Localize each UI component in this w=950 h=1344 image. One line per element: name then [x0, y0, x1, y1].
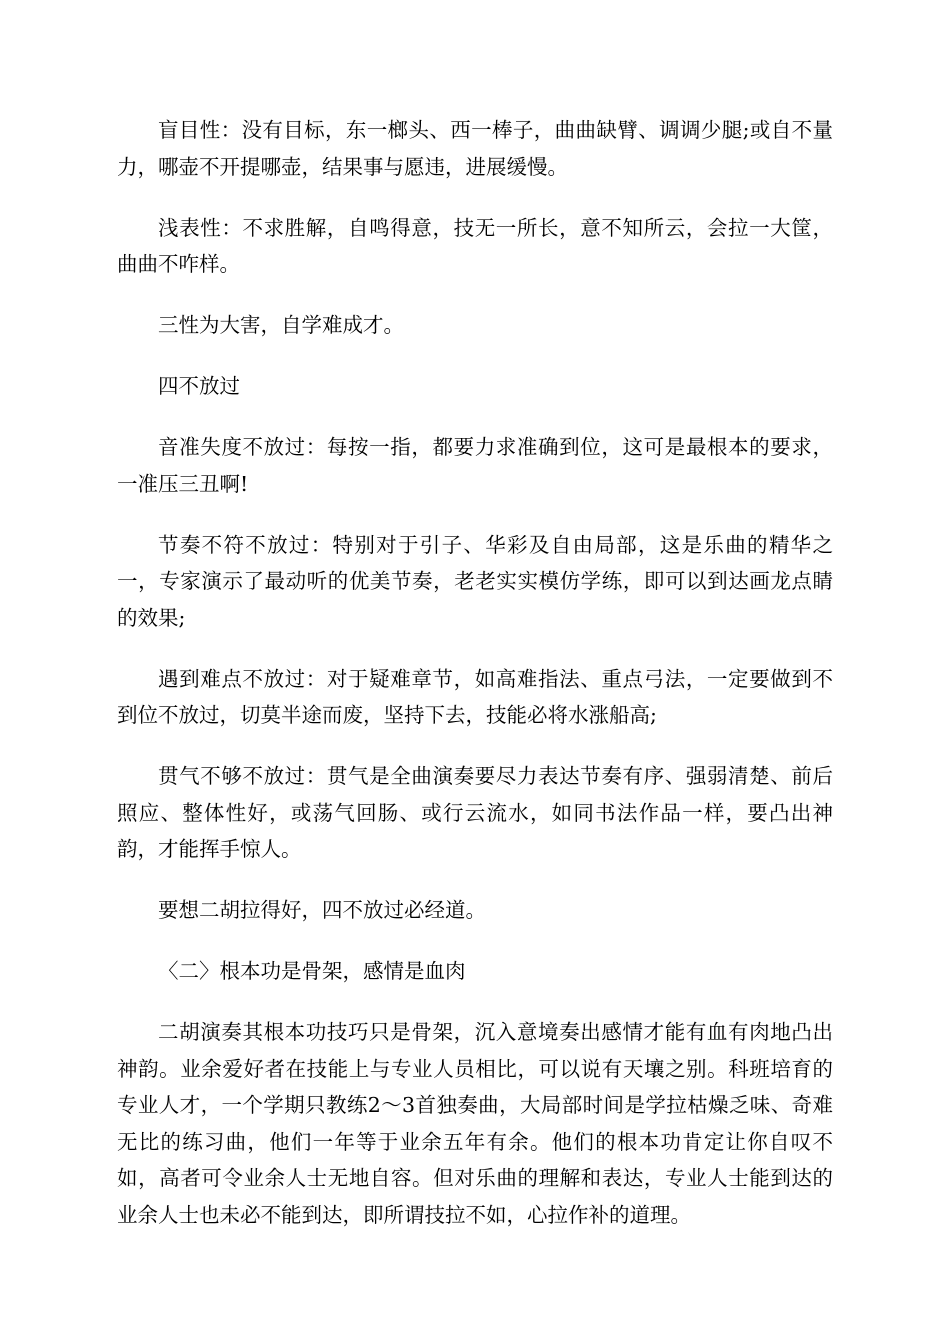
- section-heading-four-rules: 四不放过: [158, 374, 240, 398]
- paragraph-summary: 要想二胡拉得好，四不放过必经道。: [158, 898, 486, 922]
- paragraph-coherence: 贯气不够不放过：贯气是全曲演奏要尽力表达节奏有序、强弱清楚、前后照应、整体性好，或荡气回肠、或行云流水，如同书法作品一样，要凸出神韵，才能挥手惊人。: [117, 764, 833, 861]
- paragraph-blindness: 盲目性：没有目标，东一榔头、西一棒子，曲曲缺臂、调调少腿;或自不量力，哪壶不开提哪壶，结果事与愿违，进展缓慢。: [117, 118, 833, 179]
- paragraph-fundamentals: 二胡演奏其根本功技巧只是骨架，沉入意境奏出感情才能有血有肉地凸出神韵。业余爱好者在技能上与专业人员相比，可以说有天壤之别。科班培育的专业人才，一个学期只教练2～3首独奏曲，大局部时间是学拉枯燥乏味、奇难无比的练习曲，他们一年等于业余五年有余。他们的根本功肯定让你自叹不如，高者可令业余人士无地自容。但对乐曲的理解和表达，专业人士能到达的业余人士也未必不能到达，即所谓技拉不如，心拉作补的道理。: [117, 1020, 833, 1227]
- document-body: [117, 112, 833, 1258]
- paragraph-intonation: 音准失度不放过：每按一指，都要力求准确到位，这可是最根本的要求，一准压三丑啊!: [117, 435, 833, 496]
- paragraph-difficulties: 遇到难点不放过：对于疑难章节，如高难指法、重点弓法，一定要做到不到位不放过，切莫半途而废，坚持下去，技能必将水涨船高;: [117, 666, 833, 727]
- paragraph-rhythm: 节奏不符不放过：特别对于引子、华彩及自由局部，这是乐曲的精华之一，专家演示了最动听的优美节奏，老老实实模仿学练，即可以到达画龙点睛的效果;: [117, 532, 833, 630]
- paragraph-three-harms: 三性为大害，自学难成才。: [158, 313, 404, 337]
- paragraph-superficiality: 浅表性：不求胜解，自鸣得意，技无一所长，意不知所云，会拉一大筐，曲曲不咋样。: [117, 215, 833, 276]
- section-heading-part-two: 〈二〉根本功是骨架，感情是血肉: [158, 959, 466, 983]
